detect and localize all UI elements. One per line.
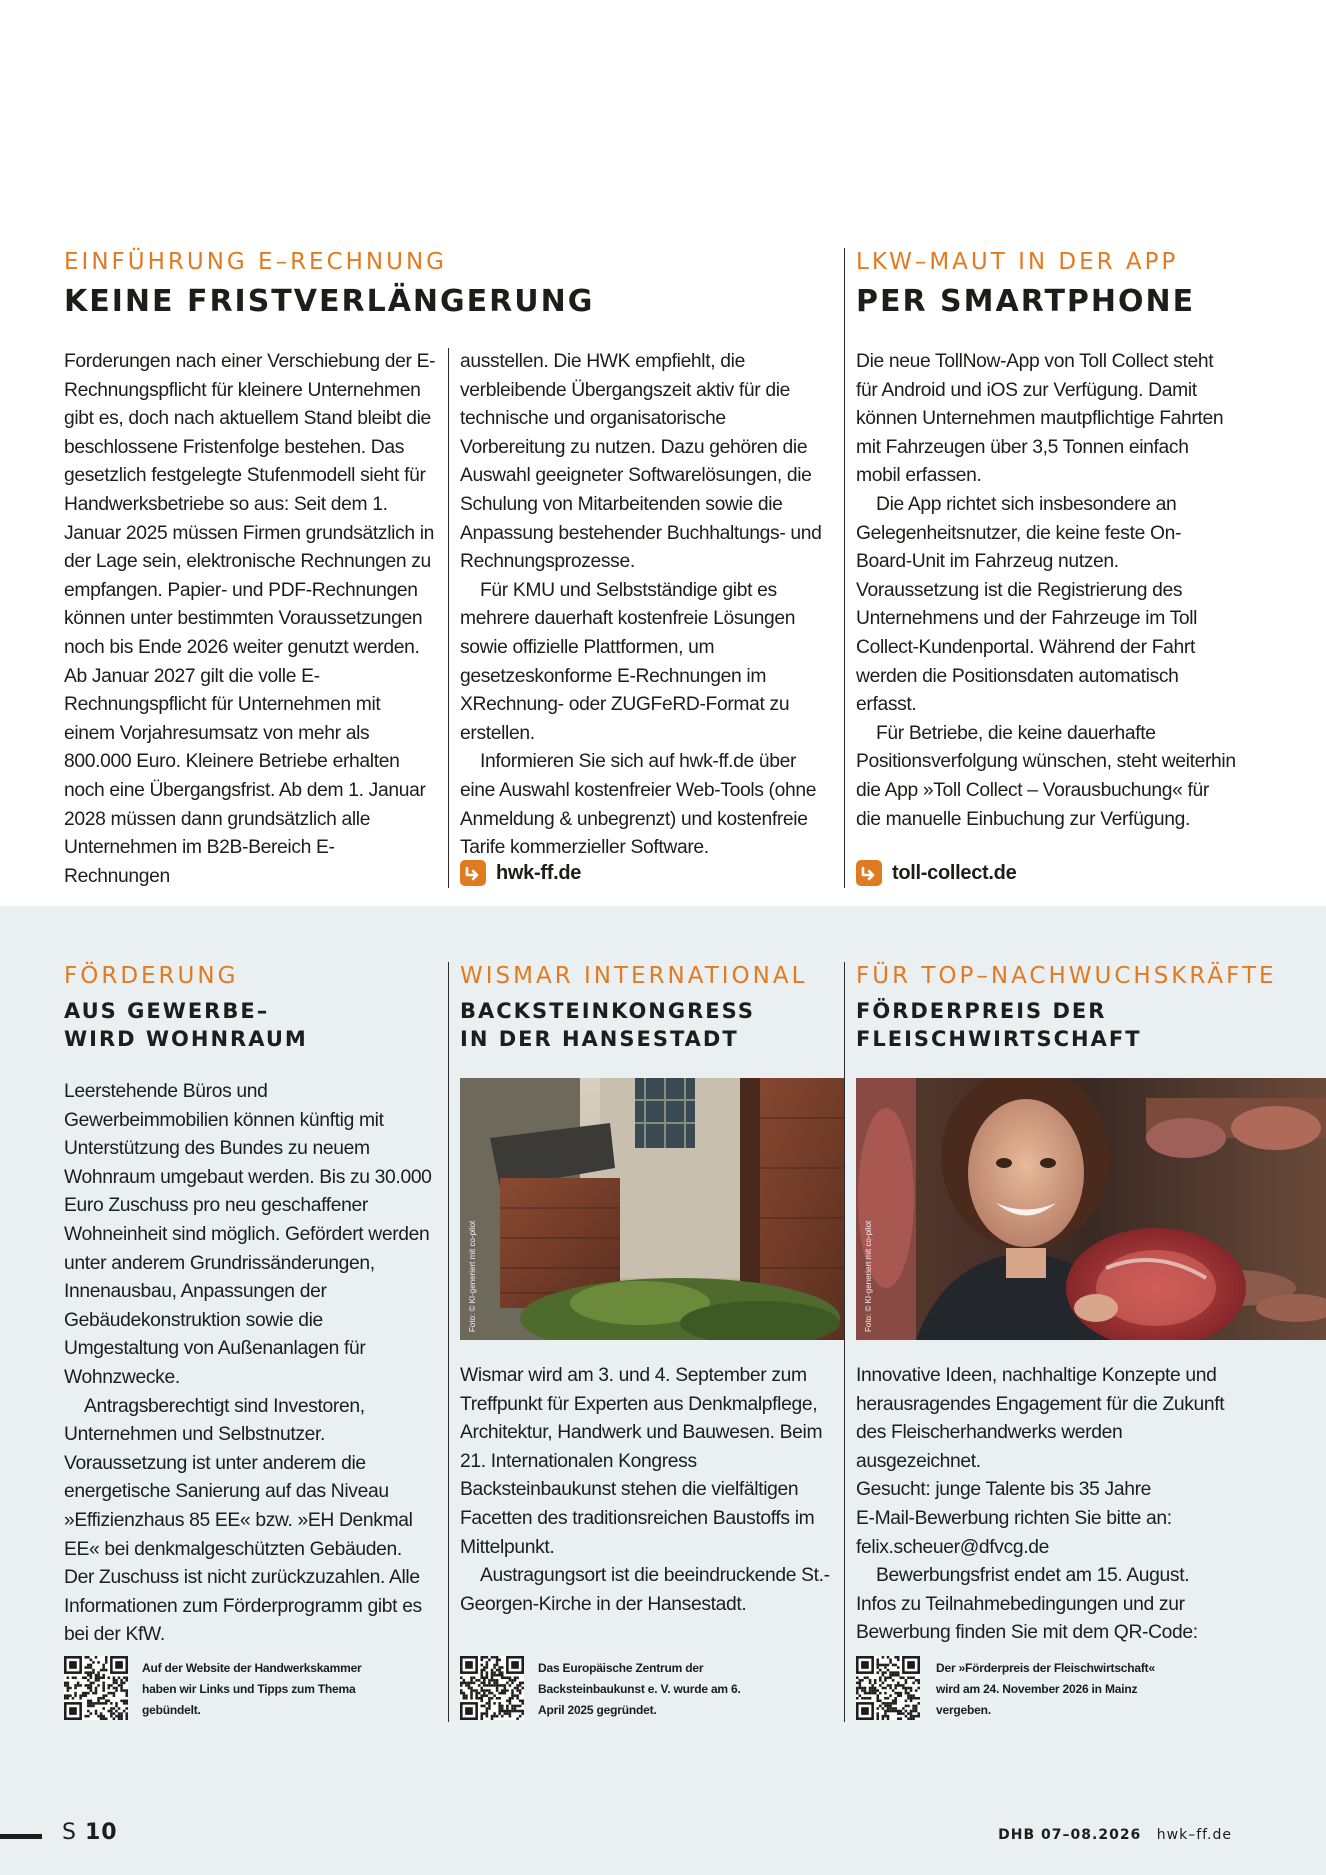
box-body: [856, 1362, 1236, 1648]
paragraph: Die App richtet sich insbesondere an Gelegenheitsnutzer, die keine feste On-Board-Unit im Fahrzeug nutzen. Voraussetzung ist die Registrierung des Unternehmens und der Fahrzeuge im Toll Collect-Kundenportal. Während der Fahrt werden die Positionsdaten automatisch erfasst.: [856, 493, 1198, 716]
page-number-value: 10: [84, 1820, 118, 1845]
box-headline-line-2: WIRD WOHNRAUM: [64, 1027, 308, 1051]
box-headline-line-2: IN DER HANSESTADT: [460, 1027, 739, 1051]
box-headline-line-1: FÖRDERPREIS DER: [856, 999, 1107, 1023]
article-column-3: [856, 348, 1236, 834]
box-headline-line-1: AUS GEWERBE–: [64, 999, 270, 1023]
box-kicker: FÖRDERUNG: [64, 963, 239, 989]
qr-caption: Das Europäische Zentrum der Backsteinbaukunst e. V. wurde am 6. April 2025 gegründet.: [538, 1661, 741, 1717]
paragraph: Wismar wird am 3. und 4. September zum Treffpunkt für Experten aus Denkmalpflege, Architektur, Handwerk und Bauwesen. Beim 21. Internationalen Kongress Backsteinbaukunst stehen die vielfältigen Facetten des traditionsreichen Baustoffs im Mittelpunkt.: [460, 1365, 823, 1558]
paragraph: Gesucht: junge Talente bis 35 Jahre: [856, 1479, 1152, 1501]
article-headline: PER SMARTPHONE: [856, 284, 1196, 319]
box-headline-line-2: FLEISCHWIRTSCHAFT: [856, 1027, 1142, 1051]
toll-collect-link[interactable]: [856, 860, 1016, 886]
box-kicker: WISMAR INTERNATIONAL: [460, 963, 808, 989]
article-kicker: LKW–MAUT IN DER APP: [856, 249, 1179, 275]
issue-label: DHB 07–08.2026: [998, 1827, 1142, 1843]
paragraph: Leerstehende Büros und Gewerbeimmobilien können künftig mit Unterstützung des Bundes zu neuem Wohnraum umgebaut werden. Bis zu 30.000 Euro Zuschuss pro neu geschaffener Wohneinheit sind möglich. Gefördert werden unter anderem Grundrissänderungen, Innenausbau, Anpassungen der Gebäudekonstruktion sowie die Umgestaltung von Außenanlagen für Wohnzwecke.: [64, 1081, 432, 1388]
box-body: [64, 1078, 436, 1650]
article-column-1: [64, 348, 436, 891]
box-headline-line-1: BACKSTEINKONGRESS: [460, 999, 755, 1023]
paragraph: Informieren Sie sich auf hwk-ff.de über eine Auswahl kostenfreier Web-Tools (ohne Anmeldung & unbegrenzt) und kostenfreie Tarife kommerzieller Software.: [460, 751, 817, 859]
column-divider: [448, 962, 449, 1722]
paragraph: Für KMU und Selbstständige gibt es mehrere dauerhaft kostenfreie Lösungen sowie offizielle Plattformen, um gesetzeskonforme E-Rechnungen im XRechnung- oder ZUGFeRD-Format zu erstellen.: [460, 579, 796, 744]
article-column-2: [460, 348, 832, 863]
box-body: [460, 1362, 832, 1619]
page-prefix: S: [62, 1820, 77, 1845]
column-divider: [844, 248, 845, 888]
paragraph: E-Mail-Bewerbung richten Sie bitte an: felix.scheuer@dfvcg.de: [856, 1507, 1172, 1558]
column-divider: [448, 348, 449, 888]
footer-rule: [0, 1834, 42, 1839]
photo-credit: Foto: © KI-generiert mit co-pilot: [864, 1220, 873, 1332]
arrow-icon: [460, 860, 486, 886]
arrow-icon: [856, 860, 882, 886]
photo-credit: Foto: © KI-generiert mit co-pilot: [468, 1220, 477, 1332]
butcher-portrait-photo: [856, 1078, 1326, 1340]
paragraph: Infos zu Teilnahmebedingungen und zur Bewerbung finden Sie mit dem QR-Code:: [856, 1593, 1198, 1644]
article-kicker: EINFÜHRUNG E–RECHNUNG: [64, 249, 448, 275]
paragraph: Forderungen nach einer Verschiebung der E-Rechnungspflicht für kleinere Unternehmen gibt es, doch nach aktuellem Stand bleibt die beschlossene Fristenfolge bestehen. Das gesetzlich festgelegte Stufenmodell sieht für Handwerksbetriebe so aus: Seit dem 1. Januar 2025 müssen Firmen grundsätzlich in der Lage sein, elektronische Rechnungen zu empfangen. Papier- und PDF-Rechnungen können unter bestimmten Voraussetzungen noch bis Ende 2026 weiter genutzt werden. Ab Januar 2027 gilt die volle E-Rechnungspflicht für Unternehmen mit einem Vorjahresumsatz von mehr als 800.000 Euro. Kleinere Betriebe erhalten noch eine Übergangsfrist. Ab dem 1. Januar 2028 müssen dann grundsätzlich alle Unternehmen im B2B-Bereich E-Rechnungen: [64, 351, 436, 887]
column-divider: [844, 962, 845, 1722]
qr-code[interactable]: [856, 1656, 920, 1720]
footer-issue: [998, 1827, 1232, 1843]
paragraph: Bewerbungsfrist endet am 15. August.: [876, 1565, 1190, 1587]
footer-site: hwk–ff.de: [1156, 1827, 1232, 1843]
paragraph: Antragsberechtigt sind Investoren, Unternehmen und Selbstnutzer. Voraussetzung ist unter anderem die energetische Sanierung auf das Niveau »Effizienzhaus 85 EE« bzw. »EH Denkmal EE« bei denkmalgeschützten Gebäuden. Der Zuschuss ist nicht zurückzuzahlen. Alle Informationen zum Förderprogramm gibt es bei der KfW.: [64, 1395, 422, 1646]
qr-caption: Der »Förderpreis der Fleischwirtschaft« wird am 24. November 2026 in Mainz vergeben.: [936, 1661, 1155, 1717]
box-kicker: FÜR TOP–NACHWUCHSKRÄFTE: [856, 963, 1277, 989]
qr-code[interactable]: [460, 1656, 524, 1720]
paragraph: Die neue TollNow-App von Toll Collect steht für Android und iOS zur Verfügung. Damit können Unternehmen mautpflichtige Fahrten mit Fahrzeugen über 3,5 Tonnen einfach mobil erfassen.: [856, 351, 1224, 487]
paragraph: Innovative Ideen, nachhaltige Konzepte und herausragendes Engagement für die Zukunft des Fleischerhandwerks werden ausgezeichnet.: [856, 1365, 1225, 1472]
link-label[interactable]: hwk-ff.de: [496, 861, 582, 884]
qr-code[interactable]: [64, 1656, 128, 1720]
paragraph: ausstellen. Die HWK empfiehlt, die verbleibende Übergangszeit aktiv für die technische und organisatorische Vorbereitung zu nutzen. Dazu gehören die Auswahl geeigneter Softwarelösungen, die Schulung von Mitarbeitenden sowie die Anpassung bestehender Buchhaltungs- und Rechnungsprozesse.: [460, 351, 822, 573]
link-label[interactable]: toll-collect.de: [892, 861, 1017, 884]
hwk-link[interactable]: [460, 860, 581, 886]
paragraph: Austragungsort ist die beeindruckende St.-Georgen-Kirche in der Hansestadt.: [460, 1565, 830, 1615]
article-headline: KEINE FRISTVERLÄNGERUNG: [64, 284, 595, 319]
paragraph: Für Betriebe, die keine dauerhafte Positionsverfolgung wünschen, steht weiterhin die App »Toll Collect – Vorausbuchung« für die manuelle Einbuchung zur Verfügung.: [856, 722, 1236, 830]
qr-caption: Auf der Website der Handwerkskammer haben wir Links und Tipps zum Thema gebündelt.: [142, 1661, 362, 1717]
page-number: [62, 1820, 118, 1845]
church-brick-photo: [460, 1078, 844, 1340]
